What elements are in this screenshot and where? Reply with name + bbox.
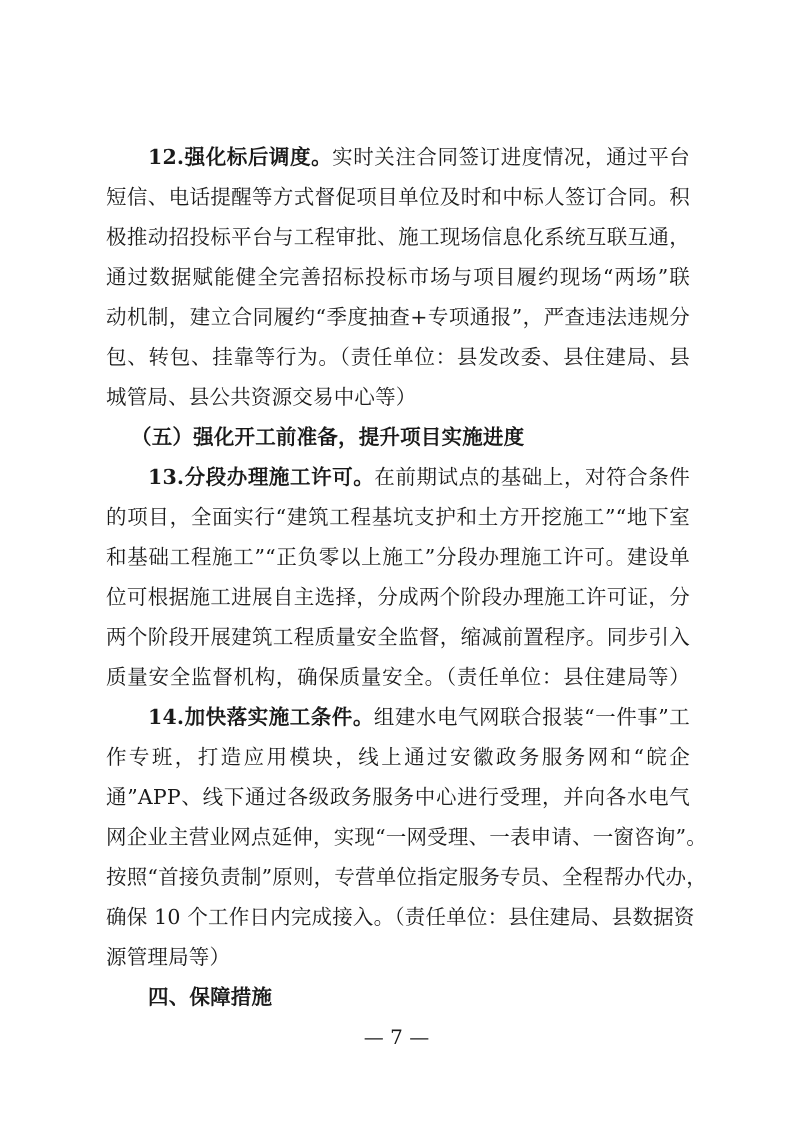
item-14-line-2: 作专班，打造应用模块，线上通过安徽政务服务网和“皖企 xyxy=(106,745,690,769)
item-13-line-1 xyxy=(148,457,690,497)
item-12-line-7: 城管局、县公共资源交易中心等） xyxy=(106,385,417,409)
item-12-line-4: 通过数据赋能健全完善招标投标市场与项目履约现场“两场”联 xyxy=(106,265,690,289)
item-13-line-5: 两个阶段开展建筑工程质量安全监督，缩减前置程序。同步引入 xyxy=(106,625,690,649)
item-12-line-3: 极推动招投标平台与工程审批、施工现场信息化系统互联互通， xyxy=(106,225,690,249)
item-13-text: 在前期试点的基础上，对符合条件 xyxy=(374,465,691,489)
item-12-line-2: 短信、电话提醒等方式督促项目单位及时和中标人签订合同。积 xyxy=(106,185,690,209)
section-4-heading: 四、保障措施 xyxy=(148,985,273,1009)
item-12-text: 实时关注合同签订进度情况，通过平台 xyxy=(332,145,690,169)
item-12-line-6: 包、转包、挂靠等行为。（责任单位：县发改委、县住建局、县 xyxy=(106,345,690,369)
item-13-line-2: 的项目，全面实行“建筑工程基坑支护和土方开挖施工”“地下室 xyxy=(106,505,690,529)
item-12-line-1 xyxy=(148,137,690,177)
item-14-line-3: 通”APP、线下通过各级政务服务中心进行受理，并向各水电气 xyxy=(106,785,690,809)
section-5-heading: （五）强化开工前准备，提升项目实施进度 xyxy=(131,425,525,449)
item-12-line-5: 动机制，建立合同履约“季度抽查+专项通报”，严查违法违规分 xyxy=(106,305,690,329)
item-13-line-4: 位可根据施工进展自主选择，分成两个阶段办理施工许可证，分 xyxy=(106,585,690,609)
item-14-line-1 xyxy=(148,697,690,737)
item-12-title: 12.强化标后调度。 xyxy=(148,145,333,169)
item-14-line-5: 按照“首接负责制”原则，专营单位指定服务专员、全程帮办代办， xyxy=(106,865,707,889)
item-13-line-6: 质量安全监督机构，确保质量安全。（责任单位：县住建局等） xyxy=(106,665,690,689)
item-14-text: 组建水电气网联合报装“一件事”工 xyxy=(373,705,690,729)
item-14-line-6: 确保 10 个工作日内完成接入。（责任单位：县住建局、县数据资 xyxy=(106,905,695,929)
item-13-line-3: 和基础工程施工”“正负零以上施工”分段办理施工许可。建设单 xyxy=(106,545,690,569)
item-13-title: 13.分段办理施工许可。 xyxy=(148,465,375,489)
item-14-line-4: 网企业主营业网点延伸，实现“一网受理、一表申请、一窗咨询”。 xyxy=(106,825,707,849)
page-number: — 7 — xyxy=(363,1025,430,1049)
item-14-line-7: 源管理局等） xyxy=(106,945,231,969)
item-14-title: 14.加快落实施工条件。 xyxy=(148,705,374,729)
